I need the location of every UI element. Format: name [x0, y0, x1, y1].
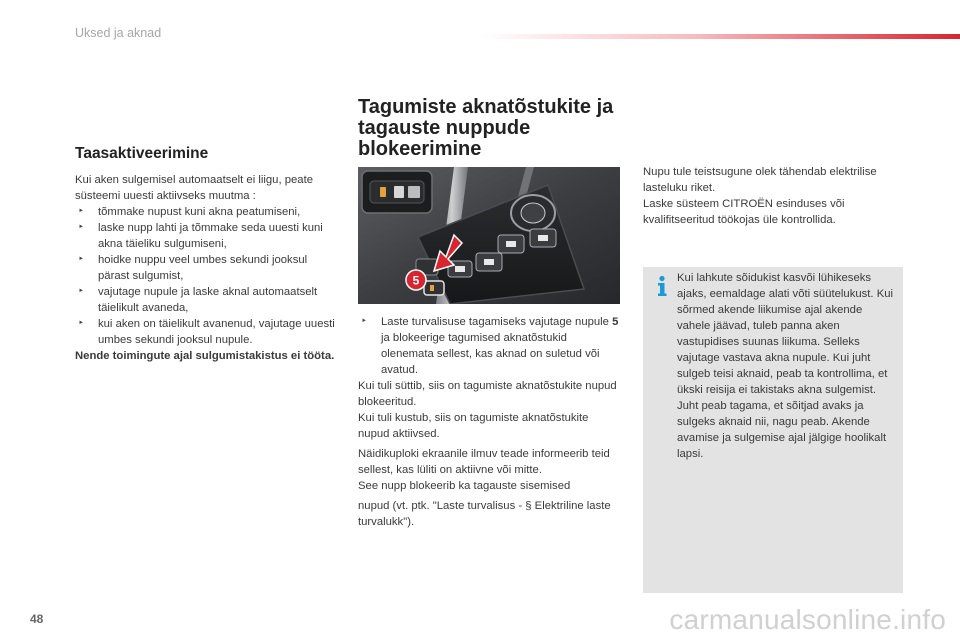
callout-number: 5 — [412, 273, 420, 288]
display-message-text: Näidikuploki ekraanile ilmuv teade informeerib teid sellest, kas lüliti on aktiivne või mitte. — [358, 448, 610, 476]
right-column — [643, 164, 905, 228]
step-item: ‣ kui aken on täielikult avanenud, vajutage uuesti umbes sekundi jooksul nupule. — [75, 316, 337, 348]
middle-column — [358, 314, 620, 530]
step-text-start: Laste turvalisuse tagamiseks vajutage nupule — [381, 316, 613, 328]
left-column — [75, 146, 337, 364]
child-lock-step — [358, 314, 620, 378]
reactivation-heading: Taasaktiveerimine — [75, 145, 209, 162]
fault-text: Nupu tule teistsugune olek tähendab elektrilise lasteluku riket. — [643, 166, 877, 194]
watermark: carmanualsonline.info — [669, 604, 946, 635]
service-text: Laske süsteem CITROËN esinduses või kvalifitseeritud töökojas üle kontrollida. — [643, 198, 845, 226]
step-item: ‣ vajutage nupule ja laske aknal automaatselt täielikult avaneda, — [75, 284, 337, 316]
section-title: Uksed ja aknad — [75, 26, 162, 40]
reactivation-steps — [75, 204, 337, 348]
door-switch-panel-image — [358, 167, 620, 304]
rear-door-text-cont: nupud (vt. ptk. "Laste turvalisus - § Elektriline laste turvalukk"). — [358, 500, 611, 528]
lamp-off-text: Kui tuli kustub, siis on tagumiste aknatõstukite nupud aktiivsed. — [358, 412, 589, 440]
child-lock-heading: Tagumiste aknatõstukite ja tagauste nuppude blokeerimine — [358, 96, 614, 160]
step-item: ‣ tõmmake nupust kuni akna peatumiseni, — [75, 204, 337, 220]
info-icon — [655, 275, 669, 297]
step-button-number: 5 — [612, 316, 619, 328]
page-number: 48 — [30, 612, 44, 626]
step-item: ‣ hoidke nuppu veel umbes sekundi jooksul pärast sulgumist, — [75, 252, 337, 284]
rear-door-text: See nupp blokeerib ka tagauste sisemised — [358, 480, 571, 492]
reactivation-warning: Nende toimingute ajal sulgumistakistus ei tööta. — [75, 350, 335, 362]
info-text: Kui lahkute sõidukist kasvõi lühikeseks ajaks, eemaldage alati võti süütelukust. Kui sõrmed akende liikumise ajal akende vahele jäävad, tuleb panna aken vastupidises suunas liikuma. Selleks vajutage vastava akna nupule. Kui juht sulgeb teisi aknaid, peab ta kontrollima, et ükski reisija ei takistaks akna sulgemist. Juht peab tagama, et sõitjad avaks ja sulgeks aknaid nii, nagu peab. Akende avamise ja sulgemise ajal jälgige hoolikalt lapsi. — [677, 272, 894, 460]
lamp-on-text: Kui tuli süttib, siis on tagumiste aknatõstukite nupud blokeeritud. — [358, 380, 617, 408]
step-text-end: ja blokeerige tagumised aknatõstukid olenemata sellest, kas aknad on suletud või avatud. — [381, 332, 600, 376]
reactivation-intro: Kui aken sulgemisel automaatselt ei liigu, peate süsteemi uuesti aktiivseks muutma : — [75, 174, 314, 202]
child-lock-steps — [358, 314, 620, 378]
header-accent-line — [480, 34, 960, 39]
info-box — [643, 267, 903, 593]
step-item: ‣ laske nupp lahti ja tõmmake seda uuesti kuni akna täieliku sulgumiseni, — [75, 220, 337, 252]
